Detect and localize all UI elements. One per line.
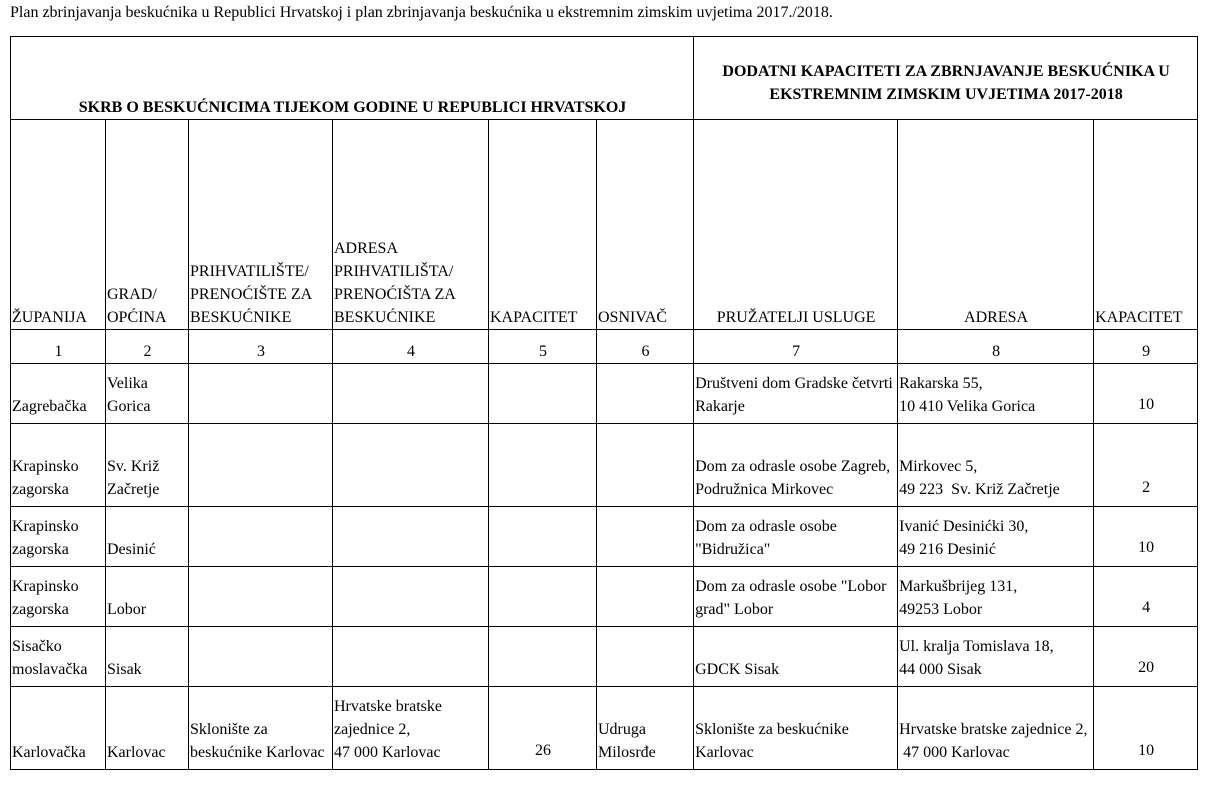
winter-capacity-text: 10 xyxy=(1138,539,1155,556)
shelter-address-cell xyxy=(333,424,489,507)
county-text: Krapinsko zagorska xyxy=(12,578,79,618)
document-title: Plan zbrinjavanja beskućnika u Republici Hrvatskoj i plan zbrinjavanja beskućnika u ekstremnim zimskim uvjetima 2017./2018. xyxy=(10,4,833,21)
address-text: Hrvatske bratske zajednice 2, 47 000 Karlovac xyxy=(899,721,1088,761)
founder-cell xyxy=(597,424,694,507)
city-text: Desinić xyxy=(107,541,156,558)
provider-text: Dom za odrasle osobe "Lobor grad" Lobor xyxy=(695,578,887,618)
table-row xyxy=(11,567,1198,627)
address-text: Rakarska 55, 10 410 Velika Gorica xyxy=(899,375,1036,415)
county-text: Sisačko moslavačka xyxy=(12,638,88,678)
city-text: Sv. Križ Začretje xyxy=(107,458,160,498)
table-row xyxy=(11,424,1198,507)
table-row xyxy=(11,687,1198,770)
city-text: Velika Gorica xyxy=(107,375,151,415)
address-cell xyxy=(898,567,1094,627)
capacity-text xyxy=(490,559,596,566)
city-cell xyxy=(106,424,189,507)
city-cell xyxy=(106,627,189,687)
provider-cell xyxy=(694,627,898,687)
winter-capacity-cell xyxy=(1094,507,1198,567)
city-text: Sisak xyxy=(107,661,142,678)
city-text: Karlovac xyxy=(107,744,166,761)
winter-capacity-cell xyxy=(1094,364,1198,424)
shelter-address-text xyxy=(334,621,488,626)
section-header-row xyxy=(11,37,1198,120)
shelter-address-text xyxy=(334,501,488,506)
column-header: OSNIVAČ xyxy=(597,120,694,330)
winter-capacity-text: 10 xyxy=(1138,396,1155,413)
column-header: KAPACITET xyxy=(489,120,597,330)
provider-cell xyxy=(694,364,898,424)
winter-capacity-cell xyxy=(1094,567,1198,627)
county-text: Zagrebačka xyxy=(12,398,87,415)
address-text: Ul. kralja Tomislava 18, 44 000 Sisak xyxy=(899,638,1054,678)
shelter-address-text xyxy=(334,418,488,423)
column-header: PRUŽATELJI USLUGE xyxy=(694,120,898,330)
provider-text: Društveni dom Gradske četvrti Rakarje xyxy=(695,375,893,415)
county-cell xyxy=(11,364,106,424)
column-number-row xyxy=(11,330,1198,364)
provider-text: Dom za odrasle osobe Zagreb, Podružnica Mirkovec xyxy=(695,458,891,498)
shelter-cell xyxy=(189,627,333,687)
column-number: 1 xyxy=(11,330,106,364)
county-cell xyxy=(11,507,106,567)
column-header: ADRESA xyxy=(898,120,1094,330)
column-header: PRIHVATILIŠTE/ PRENOĆIŠTE ZA BESKUĆNIKE xyxy=(189,120,333,330)
founder-text xyxy=(598,418,693,423)
winter-capacity-text: 20 xyxy=(1138,659,1155,676)
shelter-text xyxy=(190,621,332,626)
capacity-cell xyxy=(489,567,597,627)
capacity-text xyxy=(490,619,596,626)
shelter-text xyxy=(190,501,332,506)
column-number: 3 xyxy=(189,330,333,364)
county-text: Krapinsko zagorska xyxy=(12,518,79,558)
column-header: GRAD/ OPĆINA xyxy=(106,120,189,330)
shelter-address-cell xyxy=(333,364,489,424)
column-number: 7 xyxy=(694,330,898,364)
shelter-address-cell xyxy=(333,567,489,627)
winter-capacity-cell xyxy=(1094,687,1198,770)
capacity-cell xyxy=(489,627,597,687)
table-row xyxy=(11,507,1198,567)
provider-cell xyxy=(694,424,898,507)
capacity-cell xyxy=(489,507,597,567)
city-cell xyxy=(106,507,189,567)
section-left-header: SKRB O BESKUĆNICIMA TIJEKOM GODINE U REPUBLICI HRVATSKOJ xyxy=(11,37,694,120)
capacity-text xyxy=(490,679,596,686)
column-number: 4 xyxy=(333,330,489,364)
winter-capacity-text: 4 xyxy=(1142,599,1151,616)
founder-text xyxy=(598,681,693,686)
shelter-address-text xyxy=(334,681,488,686)
county-cell xyxy=(11,627,106,687)
capacity-cell xyxy=(489,364,597,424)
city-cell xyxy=(106,364,189,424)
capacity-cell xyxy=(489,687,597,770)
shelter-cell xyxy=(189,364,333,424)
winter-capacity-cell xyxy=(1094,424,1198,507)
provider-text: GDCK Sisak xyxy=(695,661,780,678)
founder-cell xyxy=(597,687,694,770)
shelter-address-cell xyxy=(333,687,489,770)
column-header: KAPACITET xyxy=(1094,120,1198,330)
address-cell xyxy=(898,507,1094,567)
founder-text xyxy=(598,621,693,626)
shelter-text xyxy=(190,561,332,566)
founder-cell xyxy=(597,567,694,627)
address-cell xyxy=(898,364,1094,424)
city-cell xyxy=(106,567,189,627)
city-cell xyxy=(106,687,189,770)
address-text: Mirkovec 5, 49 223 Sv. Križ Začretje xyxy=(899,458,1060,498)
founder-cell xyxy=(597,627,694,687)
shelter-address-cell xyxy=(333,627,489,687)
shelter-cell xyxy=(189,687,333,770)
county-cell xyxy=(11,687,106,770)
address-cell xyxy=(898,424,1094,507)
section-right-header: DODATNI KAPACITETI ZA ZBRNJAVANJE BESKUĆNIKA U EKSTREMNIM ZIMSKIM UVJETIMA 2017-2018 xyxy=(694,37,1198,120)
capacity-text: 26 xyxy=(535,742,551,759)
founder-cell xyxy=(597,364,694,424)
column-number: 5 xyxy=(489,330,597,364)
provider-text: Dom za odrasle osobe "Bidružica" xyxy=(695,518,837,558)
column-number: 2 xyxy=(106,330,189,364)
capacity-cell xyxy=(489,424,597,507)
county-cell xyxy=(11,424,106,507)
address-cell xyxy=(898,687,1094,770)
address-text: Markušbrijeg 131, 49253 Lobor xyxy=(899,578,1018,618)
county-text: Karlovačka xyxy=(12,744,86,761)
founder-text xyxy=(598,561,693,566)
winter-capacity-text: 10 xyxy=(1138,742,1155,759)
column-number: 8 xyxy=(898,330,1094,364)
winter-capacity-cell xyxy=(1094,627,1198,687)
capacity-text xyxy=(490,416,596,423)
column-header: ŽUPANIJA xyxy=(11,120,106,330)
shelter-text: Sklonište za beskućnike Karlovac xyxy=(190,721,325,761)
column-header-row xyxy=(11,120,1198,330)
address-cell xyxy=(898,627,1094,687)
table-row xyxy=(11,364,1198,424)
city-text: Lobor xyxy=(107,601,147,618)
column-header: ADRESA PRIHVATILIŠTA/ PRENOĆIŠTA ZA BESKUĆNIKE xyxy=(333,120,489,330)
shelter-address-text: Hrvatske bratske zajednice 2, 47 000 Karlovac xyxy=(334,698,442,761)
winter-capacity-text: 2 xyxy=(1142,479,1151,496)
shelter-cell xyxy=(189,507,333,567)
county-cell xyxy=(11,567,106,627)
provider-cell xyxy=(694,507,898,567)
capacity-text xyxy=(490,499,596,506)
shelter-text xyxy=(190,418,332,423)
shelter-address-cell xyxy=(333,507,489,567)
county-text: Krapinsko zagorska xyxy=(12,458,79,498)
address-text: Ivanić Desinićki 30, 49 216 Desinić xyxy=(899,518,1029,558)
founder-cell xyxy=(597,507,694,567)
founder-text: Udruga Milosrđe xyxy=(598,721,656,761)
provider-cell xyxy=(694,567,898,627)
provider-text: Sklonište za beskućnike Karlovac xyxy=(695,721,849,761)
table-row xyxy=(11,627,1198,687)
shelter-cell xyxy=(189,424,333,507)
shelter-address-text xyxy=(334,561,488,566)
column-number: 9 xyxy=(1094,330,1198,364)
provider-cell xyxy=(694,687,898,770)
shelter-cell xyxy=(189,567,333,627)
shelter-text xyxy=(190,681,332,686)
shelter-table xyxy=(10,36,1198,770)
column-number: 6 xyxy=(597,330,694,364)
founder-text xyxy=(598,501,693,506)
